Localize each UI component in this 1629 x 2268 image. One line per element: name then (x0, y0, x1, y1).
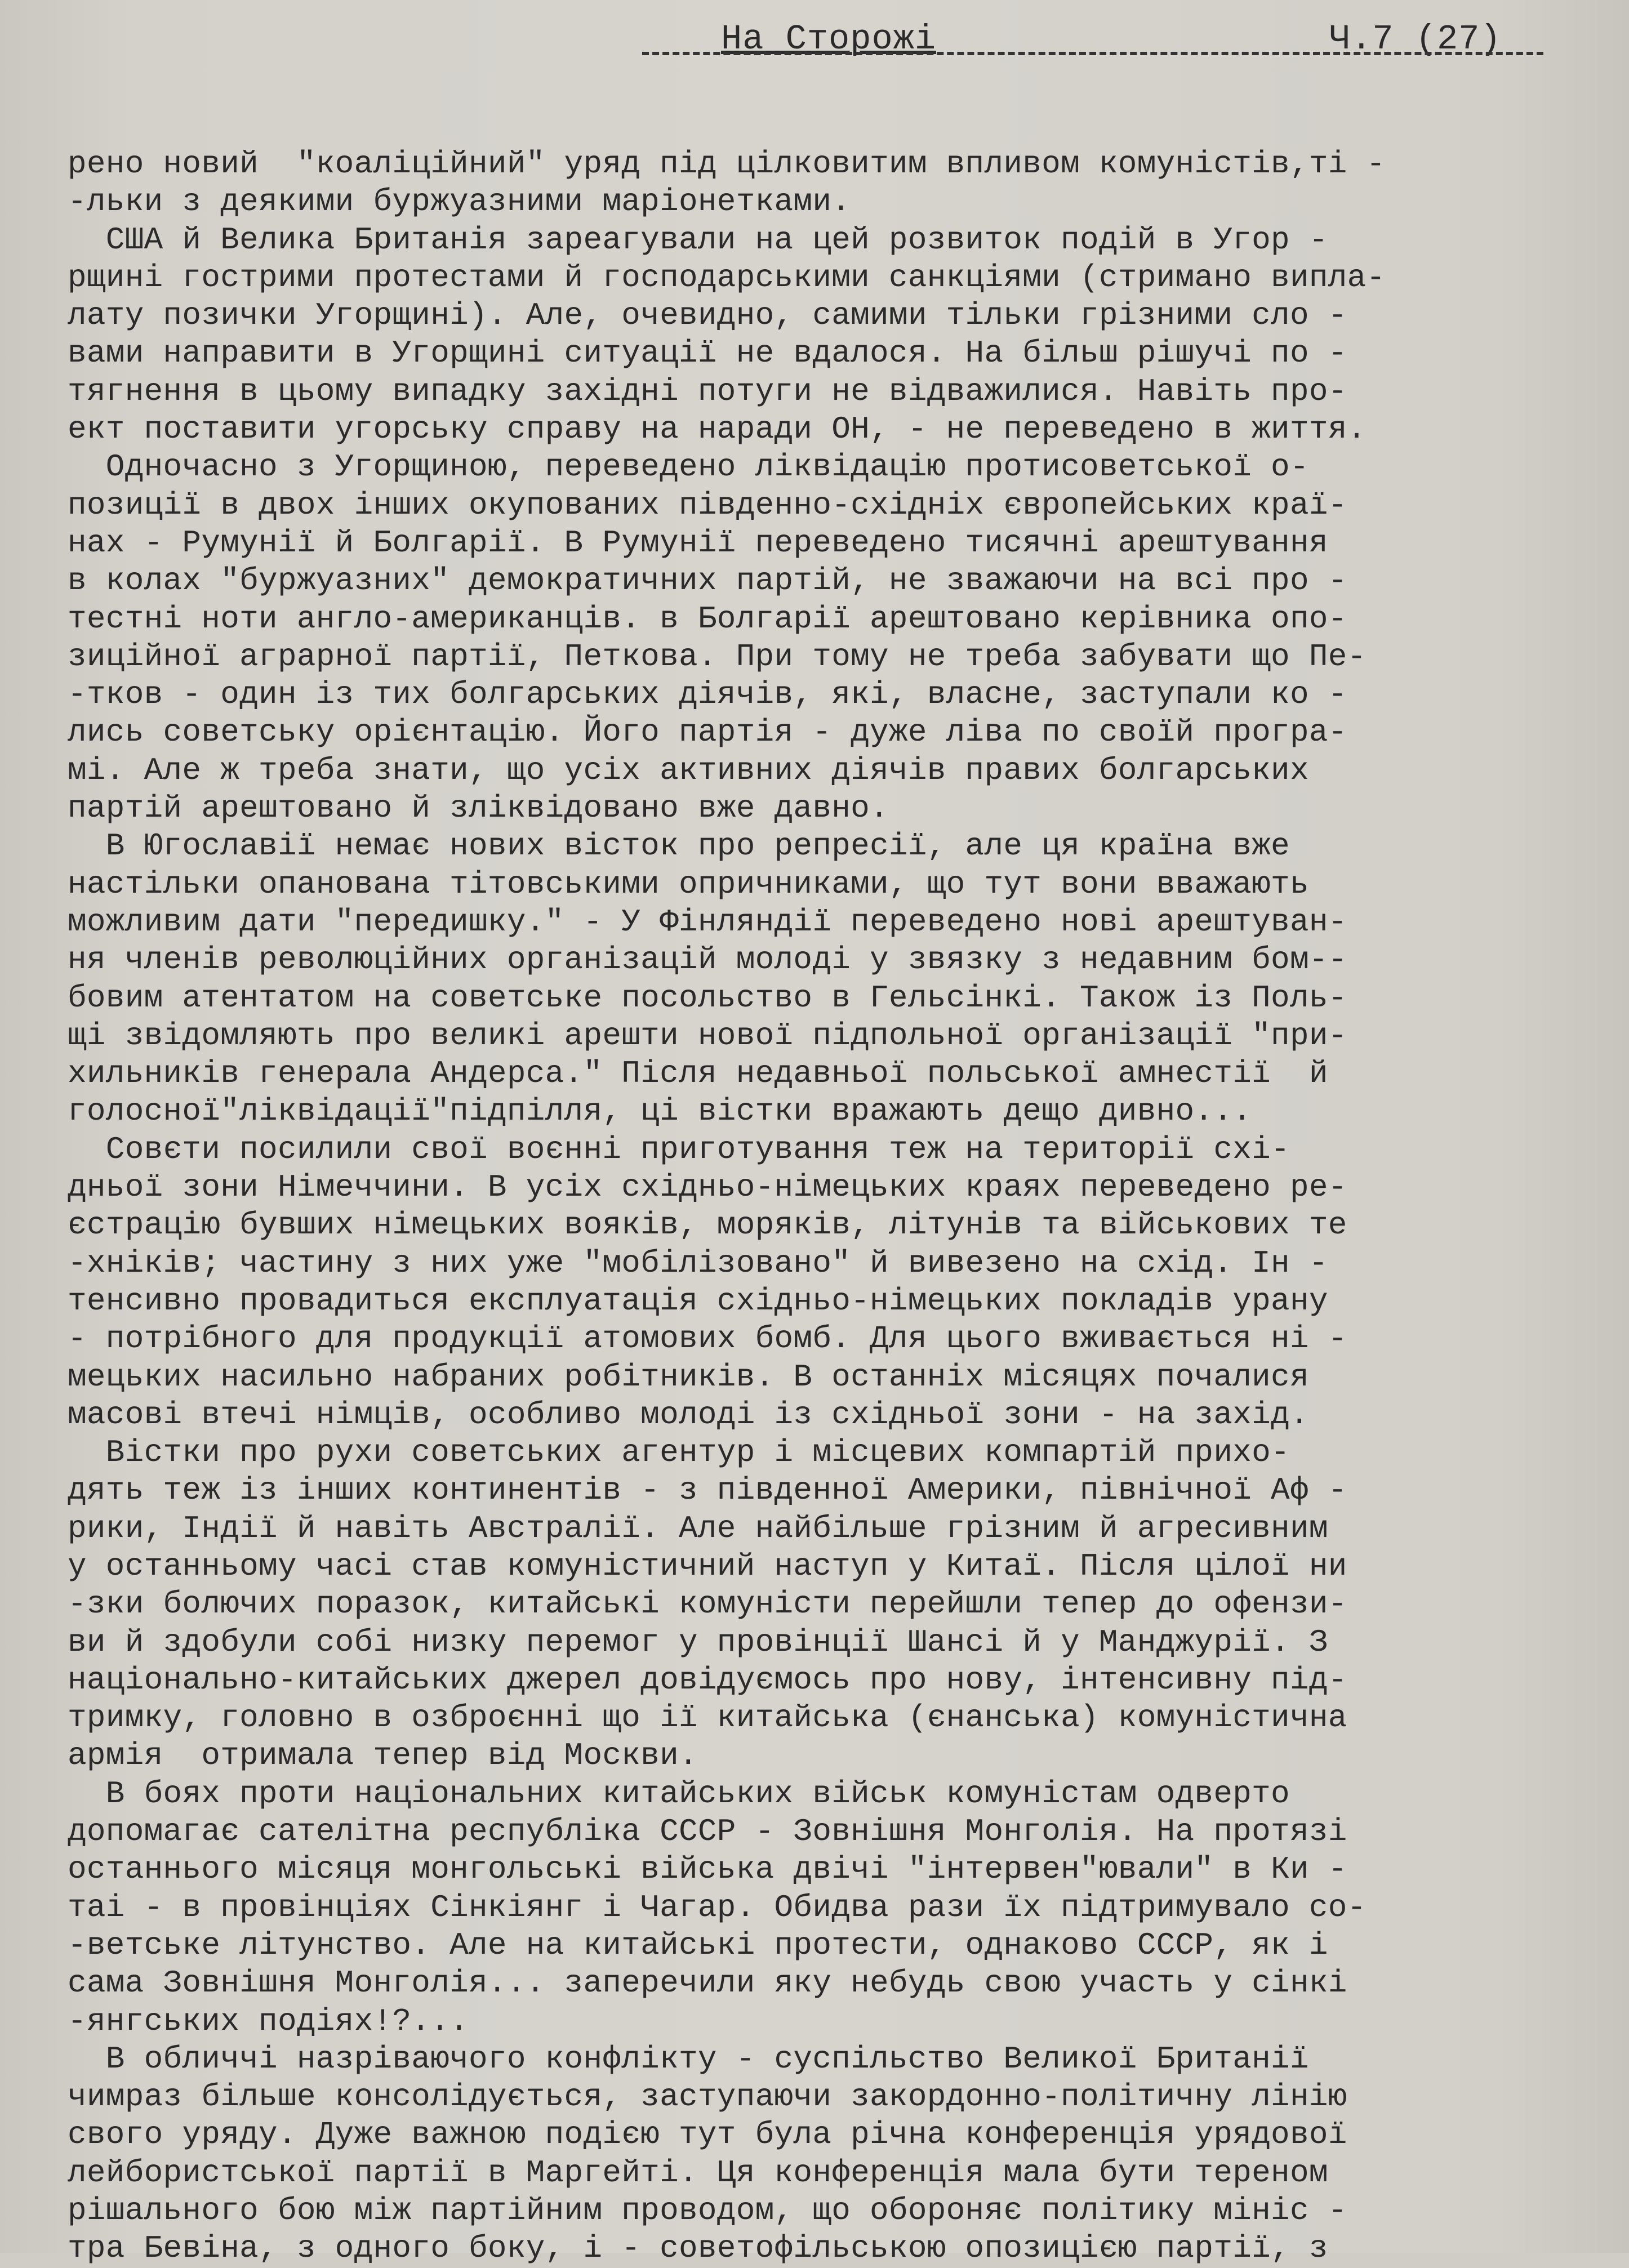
text-line: Одночасно з Угорщиною, переведено ліквідацію протисоветської о- (68, 449, 1309, 485)
text-line: лись советську орієнтацію. Його партія - дуже ліва по своїй програ- (68, 714, 1347, 751)
publication-title: На Сторожі (721, 19, 937, 59)
text-line: голосної"ліквідації"підпілля, ці вістки вражають дещо дивно... (68, 1093, 1252, 1130)
text-line: дньої зони Німеччини. В усіх східньо-німецьких краях переведено ре- (68, 1169, 1347, 1206)
text-line: -тков - один із тих болгарських діячів, які, власне, заступали ко - (68, 676, 1347, 713)
text-line: рено новий "коаліційний" уряд під цілковитим впливом комуністів,ті - (68, 146, 1386, 182)
text-line: вами направити в Угорщині ситуації не вдалося. На більш рішучі по - (68, 335, 1347, 372)
text-line: дять теж із інших континентів - з південної Америки, північної Аф - (68, 1472, 1347, 1509)
text-line: хильників генерала Андерса." Після недавньої польської амнестії й (68, 1055, 1328, 1092)
text-line: тримку, головно в озброєнні що ії китайська (єнанська) комуністична (68, 1700, 1347, 1736)
text-line: -льки з деякими буржуазними маріонетками. (68, 184, 851, 220)
text-line: рішального бою між партійним проводом, що обороняє політику мініс - (68, 2193, 1347, 2229)
text-line: зиційної аграрної партії, Петкова. При тому не треба забувати що Пе- (68, 638, 1367, 675)
article-body (68, 145, 1577, 2268)
text-line: Совєти посилили свої воєнні приготування теж на території схі- (68, 1131, 1290, 1168)
issue-number: Ч.7 (27) (1329, 19, 1502, 59)
text-line: настільки опанована тітовськими опричниками, що тут вони вважають (68, 866, 1309, 902)
text-line: -хніків; частину з них уже "мобілізовано" й вивезено на схід. Ін - (68, 1245, 1328, 1281)
text-line: щі звідомляють про великі арешти нової підпольної організації "при- (68, 1017, 1347, 1054)
text-line: США й Велика Британія зареагували на цей розвиток подій в Угор - (68, 221, 1328, 258)
text-line: мецьких насильно набраних робітників. В останніх місяцях почалися (68, 1358, 1309, 1395)
text-line: у останньому часі став комуністичний наступ у Китаї. Після цілої ни (68, 1548, 1347, 1584)
text-line: Вістки про рухи советських агентур і місцевих компартій прихо- (68, 1434, 1290, 1471)
text-line: -зки болючих поразок, китайські комуністи перейшли тепер до офензи- (68, 1586, 1347, 1623)
text-line: тягнення в цьому випадку західні потуги не відважилися. Навіть про- (68, 373, 1347, 409)
text-line: В Югославії немає нових вісток про репресії, але ця країна вже (68, 828, 1290, 865)
text-line: -янгських подіях!?... (68, 2003, 469, 2039)
text-line: національно-китайських джерел довідуємось про нову, інтенсивну під- (68, 1661, 1347, 1698)
text-line: останнього місяця монгольські війська двічі "інтервен"ювали" в Ки - (68, 1851, 1347, 1888)
text-line: партій арештовано й зліквідовано вже давно. (68, 790, 889, 827)
text-line: сама Зовнішня Монголія... заперечили яку небудь свою участь у сінкі (68, 1965, 1347, 2002)
text-line: рики, Індії й навіть Австралії. Але найбільше грізним й агресивним (68, 1510, 1328, 1547)
text-line: тестні ноти англо-американців. в Болгарії арештовано керівника опо- (68, 600, 1347, 637)
text-line: ня членів революційних організацій молоді у звязку з недавним бом-- (68, 942, 1347, 978)
text-line: можливим дати "передишку." - У Фінляндії переведено нові арештуван- (68, 903, 1347, 940)
text-line: єстрацію бувших німецьких вояків, моряків, літунів та військових те (68, 1207, 1347, 1244)
text-line: ект поставити угорську справу на наради ОН, - не переведено в життя. (68, 411, 1367, 448)
text-line: нах - Румунії й Болгарії. В Румунії переведено тисячні арештування (68, 524, 1328, 561)
text-line: -ветське літунство. Але на китайські протести, однаково СССР, як і (68, 1927, 1328, 1963)
text-line: В боях проти національних китайських військ комуністам одверто (68, 1775, 1290, 1812)
header-dashed-rule (642, 52, 1543, 55)
text-line: таі - в провінціях Сінкіянг і Чагар. Обидва рази їх підтримувало со- (68, 1889, 1367, 1926)
text-line: В обличчі назріваючого конфлікту - суспільство Великої Британії (68, 2040, 1309, 2077)
page-header (642, 14, 1543, 75)
text-line: армія отримала тепер від Москви. (68, 1737, 698, 1774)
text-line: ви й здобули собі низку перемог у провінції Шансі й у Манджурії. З (68, 1624, 1328, 1660)
text-line: - потрібного для продукції атомових бомб. Для цього вживається ні - (68, 1321, 1347, 1357)
text-line: лату позички Угорщині). Але, очевидно, самими тільки грізними сло - (68, 297, 1347, 334)
text-line: масові втечі німців, особливо молоді із східньої зони - на захід. (68, 1396, 1309, 1433)
text-line: бовим атентатом на советське посольство в Гельсінкі. Також із Поль- (68, 979, 1347, 1016)
text-line: свого уряду. Дуже важною подією тут була річна конференція урядової (68, 2116, 1347, 2153)
text-line: в колах "буржуазних" демократичних партій, не зважаючи на всі про - (68, 563, 1347, 599)
text-line: тра Бевіна, з одного боку, і - советофільською опозицією партії, з (68, 2230, 1328, 2267)
text-line: рщині гострими протестами й господарськими санкціями (стримано випла- (68, 259, 1386, 296)
text-line: чимраз більше консолідується, заступаючи закордонно-політичну лінію (68, 2079, 1347, 2115)
text-line: тенсивно провадиться експлуатація східньо-німецьких покладів урану (68, 1282, 1328, 1319)
text-line: допомагає сателітна республіка СССР - Зовнішня Монголія. На протязі (68, 1813, 1347, 1850)
text-line: лейбористської партії в Маргейті. Ця конференція мала бути тереном (68, 2154, 1328, 2191)
text-line: позиції в двох інших окупованих південно-східніх європейських краї- (68, 487, 1347, 523)
text-line: мі. Але ж треба знати, що усіх активних діячів правих болгарських (68, 752, 1309, 788)
